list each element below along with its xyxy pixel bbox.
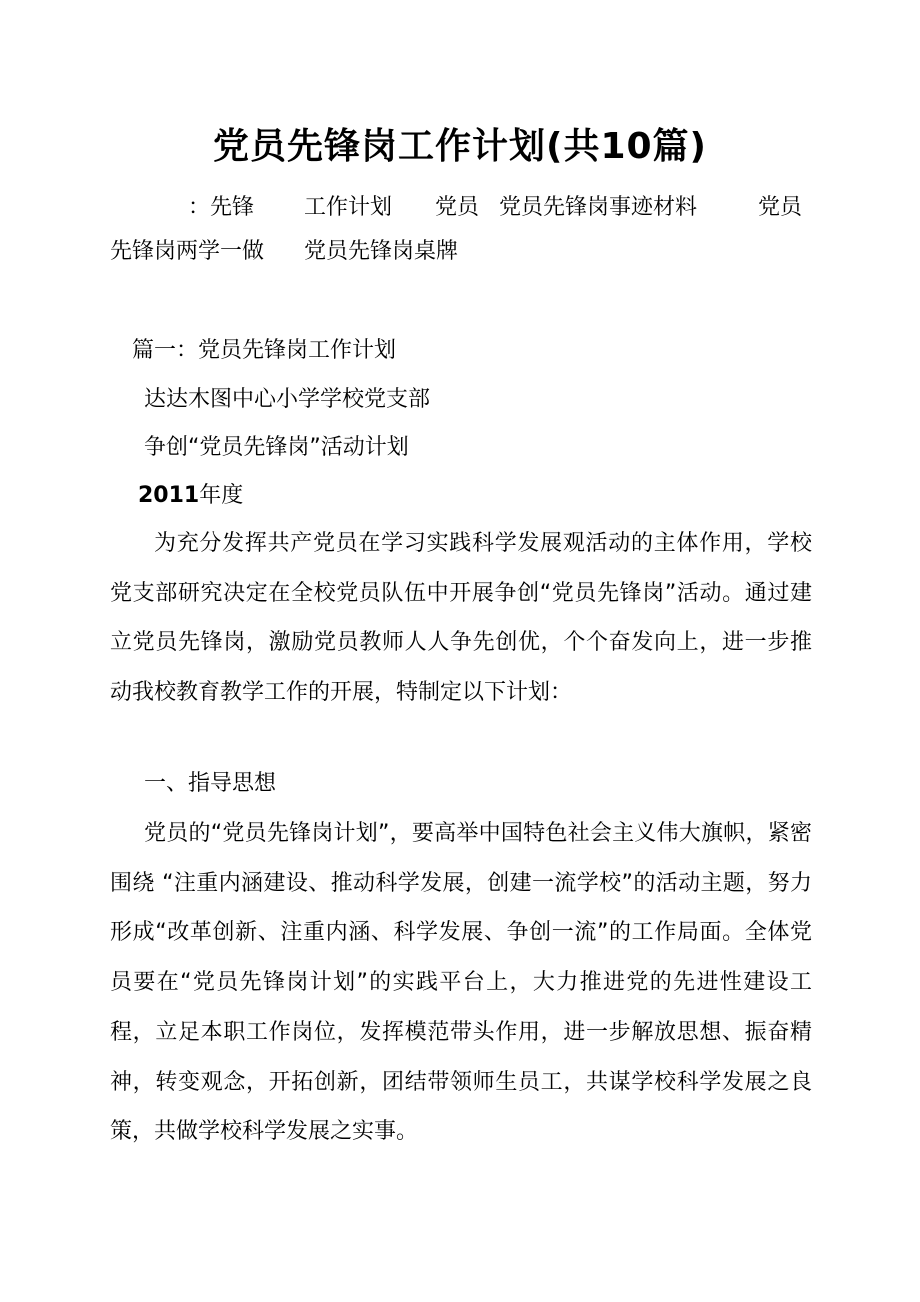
keyword: 党员先锋岗桌牌 <box>304 239 459 264</box>
keyword: 工作计划 <box>304 195 393 220</box>
year-suffix: 年度 <box>199 483 244 508</box>
keywords-block <box>110 186 810 274</box>
keywords-line-2 <box>110 230 810 274</box>
keyword: 党员 <box>435 195 480 220</box>
keyword: 党员 <box>758 195 803 220</box>
organization-name: 达达木图中心小学学校党支部 <box>144 387 431 412</box>
keyword: 先锋岗两学一做 <box>110 239 265 264</box>
year-number: 2011 <box>138 483 200 508</box>
section-heading: 篇一：党员先锋岗工作计划 <box>132 338 397 363</box>
keyword: ：先锋 <box>188 195 255 220</box>
keyword: 党员先锋岗事迹材料 <box>499 195 698 220</box>
plan-title: 争创“党员先锋岗”活动计划 <box>144 435 409 460</box>
guiding-ideology-paragraph: 党员的“党员先锋岗计划”，要高举中国特色社会主义伟大旗帜，紧密围绕 “注重内涵建设、推动科学发展，创建一流学校”的活动主题，努力形成“改革创新、注重内涵、科学发展、争创一流”的工作局面。全体党员要在“党员先锋岗计划”的实践平台上，大力推进党的先进性建设工程，立足本职工作岗位，发挥模范带头作用，进一步解放思想、振奋精神，转变观念，开拓创新，团结带领师生员工，共谋学校科学发展之良策，共做学校科学发展之实事。 <box>110 821 812 1145</box>
plan-year <box>138 474 243 518</box>
keywords-line-1 <box>110 186 810 230</box>
document-title: 党员先锋岗工作计划(共10篇) <box>212 126 707 167</box>
intro-paragraph: 为充分发挥共产党员在学习实践科学发展观活动的主体作用，学校党支部研究决定在全校党员队伍中开展争创“党员先锋岗”活动。通过建立党员先锋岗，激励党员教师人人争先创优，个个奋发向上，进一步推动我校教育教学工作的开展，特制定以下计划： <box>110 531 812 706</box>
heading-guiding-ideology: 一、指导思想 <box>144 771 277 796</box>
